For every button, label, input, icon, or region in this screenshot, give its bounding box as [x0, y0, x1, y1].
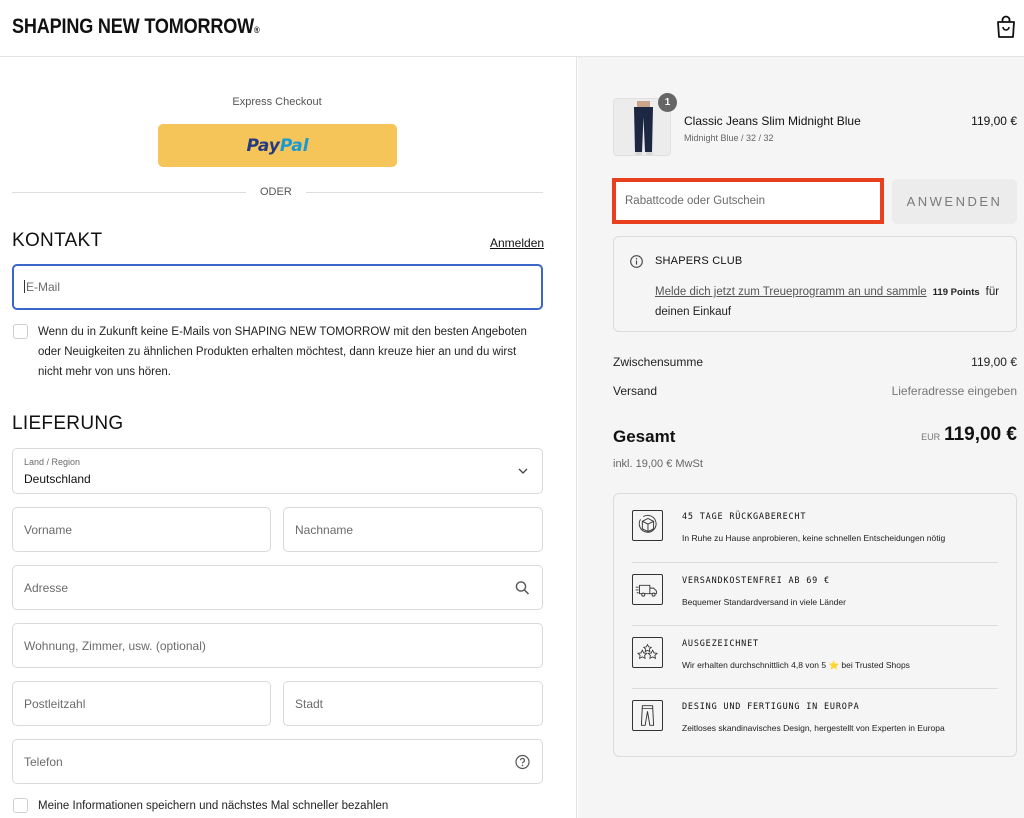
city-field[interactable] — [283, 681, 543, 726]
chevron-down-icon — [518, 467, 528, 475]
total-value: 119,00 € — [944, 424, 1017, 445]
total-label: Gesamt — [613, 427, 676, 446]
phone-placeholder: Telefon — [24, 754, 63, 769]
usp-title: VERSANDKOSTENFREI AB 69 € — [682, 576, 830, 586]
delivery-truck-icon — [632, 574, 663, 605]
shipping-value: Lieferadresse eingeben — [891, 384, 1017, 398]
subtotal-label: Zwischensumme — [613, 355, 704, 369]
city-placeholder: Stadt — [295, 696, 324, 711]
club-text — [655, 282, 999, 303]
return-box-icon — [632, 510, 663, 541]
stars-icon — [632, 637, 663, 668]
usp-title: DESING UND FERTIGUNG IN EUROPA — [682, 702, 860, 712]
zip-field[interactable] — [12, 681, 271, 726]
apartment-placeholder: Wohnung, Zimmer, usw. (optional) — [24, 638, 206, 653]
apply-discount-button[interactable]: ANWENDEN — [892, 179, 1017, 224]
delivery-heading: LIEFERUNG — [12, 413, 124, 434]
express-checkout-label: Express Checkout — [232, 96, 322, 108]
total-value-wrapper — [921, 424, 1017, 446]
paypal-button[interactable] — [158, 124, 397, 167]
quantity-badge: 1 — [658, 93, 677, 112]
usp-description: Wir erhalten durchschnittlich 4,8 von 5 ⭐ bei Trusted Shops — [682, 660, 910, 670]
jeans-icon — [632, 700, 663, 731]
order-summary-column — [578, 57, 1024, 818]
info-icon — [630, 255, 643, 268]
currency-code: EUR — [921, 432, 941, 442]
shapers-club-box — [613, 236, 1017, 332]
newsletter-text: Wenn du in Zukunft keine E-Mails von SHAPING NEW TOMORROW mit den besten Angeboten oder Neuigkeiten zu ähnlichen Produkten erhalten möchtest, dann kreuze hier an und du wirst nicht mehr von uns hören. — [38, 326, 527, 378]
country-select[interactable] — [12, 448, 543, 494]
or-label: ODER — [246, 186, 306, 198]
country-label: Land / Region — [24, 457, 81, 467]
club-text-line2: deinen Einkauf — [655, 306, 732, 318]
usp-item — [632, 688, 998, 751]
discount-code-input[interactable] — [612, 178, 884, 224]
paypal-logo-pay: Pay — [246, 135, 280, 156]
club-signup-link[interactable]: Melde dich jetzt zum Treueprogramm an und sammle — [655, 286, 927, 298]
save-info-checkbox[interactable] — [13, 798, 28, 813]
tax-note: inkl. 19,00 € MwSt — [613, 458, 703, 470]
product-name: Classic Jeans Slim Midnight Blue — [684, 114, 861, 128]
save-info-text: Meine Informationen speichern und nächstes Mal schneller bezahlen — [38, 800, 389, 812]
shopping-bag-icon[interactable] — [994, 14, 1018, 40]
contact-heading: KONTAKT — [12, 230, 103, 251]
country-value: Deutschland — [24, 472, 91, 486]
email-field[interactable] — [12, 264, 543, 310]
product-variant: Midnight Blue / 32 / 32 — [684, 133, 774, 143]
search-icon — [515, 580, 530, 595]
help-icon[interactable] — [515, 754, 530, 769]
shipping-label: Versand — [613, 384, 658, 398]
email-placeholder-text: E-Mail — [26, 280, 61, 294]
newsletter-checkbox[interactable] — [13, 324, 28, 339]
last-name-field[interactable] — [283, 507, 543, 552]
checkout-form-column — [0, 57, 577, 818]
apartment-field[interactable] — [12, 623, 543, 668]
club-points: 119 Points — [932, 287, 980, 298]
zip-placeholder: Postleitzahl — [24, 696, 86, 711]
last-name-placeholder: Nachname — [295, 522, 354, 537]
first-name-placeholder: Vorname — [24, 522, 73, 537]
usp-description: Bequemer Standardversand in viele Länder — [682, 597, 846, 607]
address-placeholder: Adresse — [24, 580, 69, 595]
email-placeholder — [24, 280, 60, 294]
signin-link[interactable]: Anmelden — [490, 236, 545, 250]
logo-text: SHAPING NEW TOMORROW — [12, 15, 255, 38]
usp-item — [632, 625, 998, 688]
subtotal-value: 119,00 € — [971, 355, 1017, 369]
paypal-logo-pal: Pal — [279, 135, 309, 156]
usp-item — [632, 562, 998, 625]
usp-title: AUSGEZEICHNET — [682, 639, 759, 649]
club-title: SHAPERS CLUB — [655, 255, 743, 267]
usp-item — [632, 499, 998, 562]
first-name-field[interactable] — [12, 507, 271, 552]
logo-registered-mark: ® — [254, 25, 260, 35]
product-price: 119,00 € — [971, 114, 1017, 128]
usp-title: 45 TAGE RÜCKGABERECHT — [682, 512, 807, 522]
usp-description: Zeitloses skandinavisches Design, hergestellt von Experten in Europa — [682, 723, 945, 733]
usp-box — [613, 493, 1017, 757]
header — [0, 0, 1024, 57]
paypal-logo — [246, 136, 308, 156]
address-field[interactable] — [12, 565, 543, 610]
logo[interactable] — [12, 15, 260, 39]
phone-field[interactable] — [12, 739, 543, 784]
club-text-after: für — [985, 286, 1000, 298]
text-caret — [24, 280, 25, 293]
usp-description: In Ruhe zu Hause anprobieren, keine schnellen Entscheidungen nötig — [682, 533, 946, 543]
discount-placeholder: Rabattcode oder Gutschein — [625, 195, 766, 207]
